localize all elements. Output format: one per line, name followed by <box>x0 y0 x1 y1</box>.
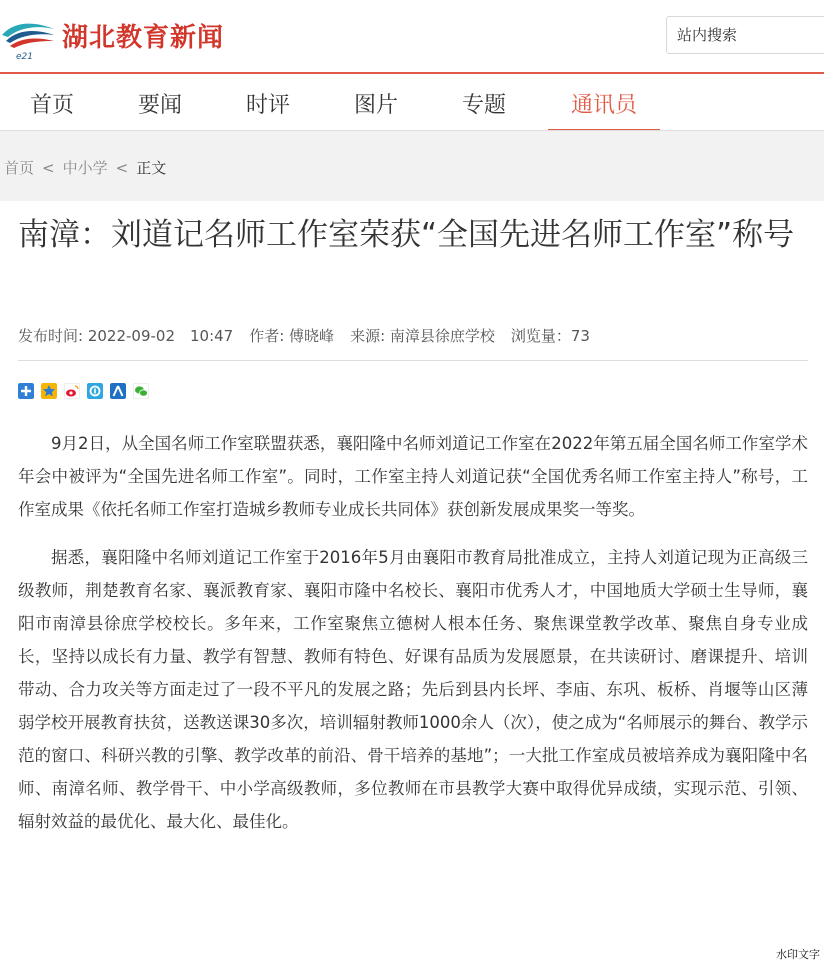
article-meta <box>18 325 606 346</box>
logo-wave-icon <box>0 15 56 61</box>
view-count: 浏览量：73 <box>510 327 590 345</box>
site-header <box>0 0 824 72</box>
weibo-icon[interactable] <box>64 383 80 399</box>
share-plus-icon[interactable] <box>18 383 34 399</box>
nav-item-correspondent[interactable]: 通讯员 <box>548 74 660 132</box>
search-input[interactable] <box>667 17 824 53</box>
renren-icon[interactable] <box>110 383 126 399</box>
publish-time: 发布时间: 2022-09-02 10:47 <box>18 327 234 345</box>
watermark-text: 水印文字 <box>776 948 820 961</box>
site-logo[interactable] <box>0 14 250 62</box>
breadcrumb-home[interactable]: 首页 <box>4 159 35 177</box>
meta-divider <box>18 360 808 361</box>
wechat-icon[interactable] <box>133 383 149 399</box>
article-paragraph: 9月2日，从全国名师工作室联盟获悉，襄阳隆中名师刘道记工作室在2022年第五届全国名师工作室学术年会中被评为“全国先进名师工作室”。同时，工作室主持人刘道记获“全国优秀名师工作室主持人”称号，工作室成果《依托名师工作室打造城乡教师专业成长共同体》获创新发展成果奖一等奖。 <box>18 434 808 519</box>
article-body <box>18 427 808 853</box>
breadcrumb-separator: < <box>42 159 55 177</box>
share-bar <box>18 383 149 399</box>
logo-sub-text: e21 <box>16 52 33 61</box>
nav-item-commentary[interactable]: 时评 <box>245 93 290 118</box>
nav-item-topics[interactable]: 专题 <box>461 93 506 118</box>
nav-item-home[interactable]: 首页 <box>29 93 74 118</box>
nav-item-news[interactable]: 要闻 <box>137 93 182 118</box>
article-paragraph: 据悉，襄阳隆中名师刘道记工作室于2016年5月由襄阳市教育局批准成立，主持人刘道记现为正高级三级教师，荆楚教育名家、襄派教育家、襄阳市隆中名校长、襄阳市优秀人才，中国地质大学硕士生导师，襄阳市南漳县徐庶学校校长。多年来，工作室聚焦立德树人根本任务、聚焦课堂教学改革、聚焦自身专业成长，坚持以成长有力量、教学有智慧、教师有特色、好课有品质为发展愿景，在共读研讨、磨课提升、培训带动、合力攻关等方面走过了一段不平凡的发展之路；先后到县内长坪、李庙、东巩、板桥、肖堰等山区薄弱学校开展教育扶贫，送教送课30多次，培训辐射教师1000余人（次），使之成为“名师展示的舞台、教学示范的窗口、科研兴教的引擎、教学改革的前沿、骨干培养的基地”；一大批工作室成员被培养成为襄阳隆中名师、南漳名师、教学骨干、中小学高级教师，多位教师在市县教学大赛中取得优异成绩，实现示范、引领、辐射效益的最优化、最大化、最佳化。 <box>18 548 808 831</box>
author: 作者: 傅晓峰 <box>249 327 335 345</box>
qzone-icon[interactable] <box>41 383 57 399</box>
pengyou-icon[interactable] <box>87 383 103 399</box>
breadcrumb-separator: < <box>115 159 129 177</box>
breadcrumb <box>0 131 824 201</box>
source: 来源: 南漳县徐庶学校 <box>350 327 495 345</box>
article-title: 南漳：刘道记名师工作室荣获“全国先进名师工作室”称号 <box>18 217 795 253</box>
main-nav <box>0 72 824 134</box>
breadcrumb-category[interactable]: 中小学 <box>62 159 108 177</box>
nav-item-photos[interactable]: 图片 <box>353 93 398 118</box>
site-name: 湖北教育新闻 <box>62 22 225 53</box>
breadcrumb-current: 正文 <box>136 159 167 177</box>
search-box[interactable] <box>666 16 824 54</box>
